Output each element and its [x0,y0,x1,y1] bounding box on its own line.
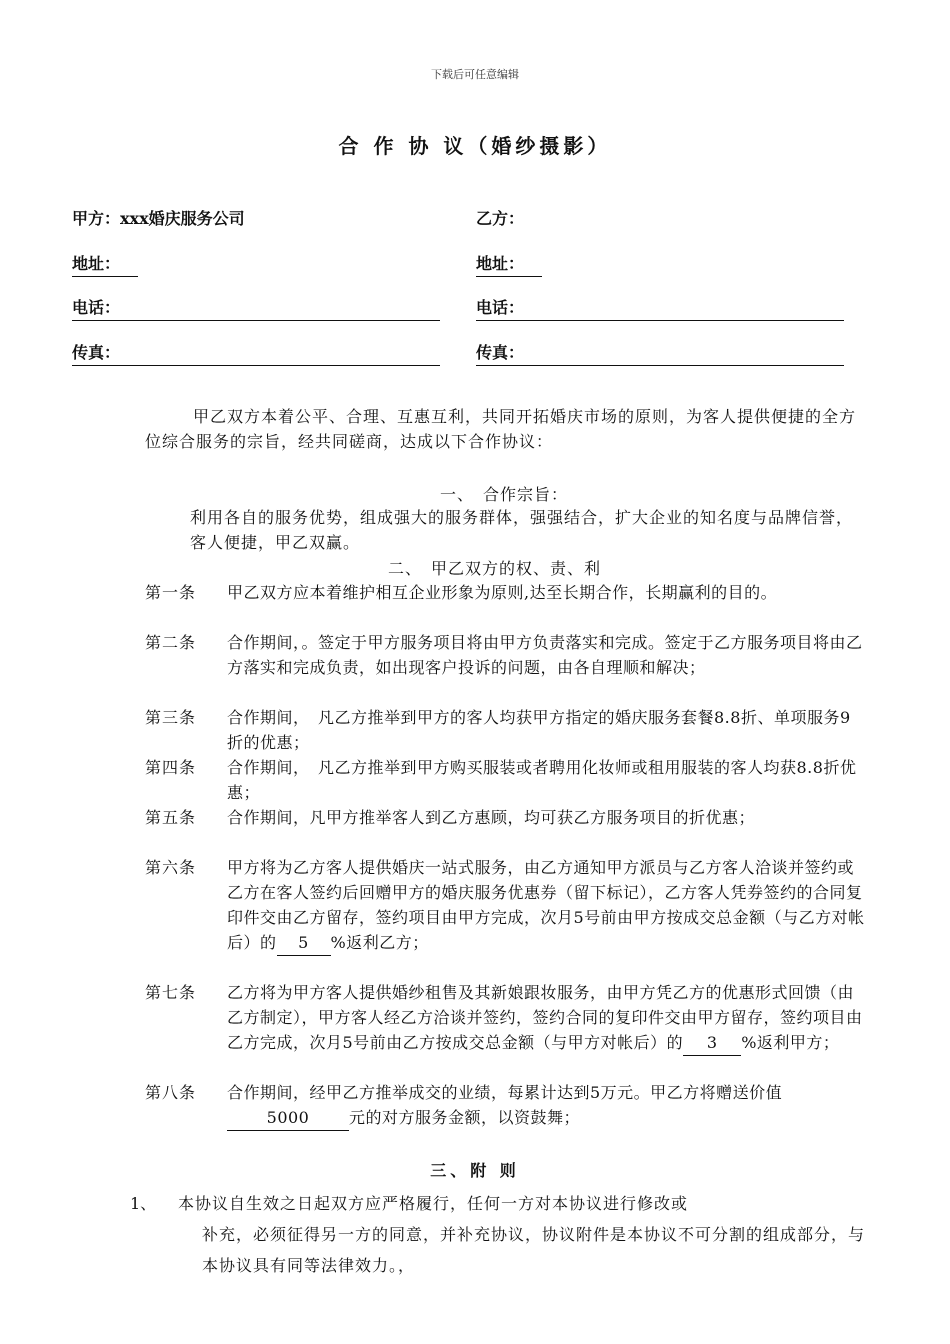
clause-text-first: 本协议自生效之日起双方应严格履行，任何一方对本协议进行修改或 [178,1194,689,1213]
article-text-pre: 甲方将为乙方客人提供婚庆一站式服务，由乙方通知甲方派员与乙方客人洽谈并签约或乙方在客人签约后回赠甲方的婚庆服务优惠券（留下标记），乙方客人凭券签约的合同复印件交由乙方留存，签约项目由甲方完成，次月5号前由甲方按成交总金额（与乙方对帐后）的 [227,858,865,952]
header-note: 下载后可任意编辑 [431,68,519,81]
article-text-pre: 乙方将为甲方客人提供婚纱租售及其新娘跟妆服务，由甲方凭乙方的优惠形式回馈（由乙方制定），甲方客人经乙方洽谈并签约，签约合同的复印件交由甲方留存，签约项目由乙方完成，次月5号前由乙方按成交总金额（与甲方对帐后）的 [227,983,863,1052]
gift-value-blank: 5000 [227,1105,349,1131]
article-number: 第二条 [145,633,197,652]
party-a-address-field [72,253,120,275]
article-text: 合作期间， 凡乙方推举到甲方购买服装或者聘用化妆师或租用服装的客人均获8.8折优惠； [227,758,857,802]
article-number: 第一条 [145,583,197,602]
article-text [227,855,865,956]
article-text: 合作期间，凡甲方推举客人到乙方惠顾，均可获乙方服务项目的折优惠； [227,808,756,827]
article-5 [145,805,865,830]
article-text: 合作期间， 凡乙方推举到甲方的客人均获甲方指定的婚庆服务套餐8.8折、单项服务9折的优惠； [227,708,851,752]
article-4 [145,755,865,805]
party-b-fax-field [476,342,524,364]
party-b-fax-label: 传真： [476,343,525,362]
party-b-address-label: 地址： [476,254,525,273]
party-b-address-field [476,253,524,275]
party-a-phone-line [72,320,440,321]
article-text-post: %返利甲方； [741,1033,840,1052]
intro-paragraph: 甲乙双方本着公平、合理、互惠互利，共同开拓婚庆市场的原则，为客人提供便捷的全方位综合服务的宗旨，经共同磋商，达成以下合作协议： [145,407,857,451]
article-text [227,980,865,1056]
rebate-percent-blank: 3 [683,1030,741,1056]
party-b-phone-label: 电话： [476,298,525,317]
article-text: 甲乙双方应本着维护相互企业形象为原则,达至长期合作，长期赢利的目的。 [227,583,778,602]
article-text [227,1080,865,1131]
article-6 [145,855,865,956]
party-b-label: 乙方： [476,209,525,228]
clause-text [178,1188,870,1281]
party-a-fax-line [72,365,440,366]
section-1-text: 利用各自的服务优势，组成强大的服务群体，强强结合，扩大企业的知名度与品牌信誉，客人便捷，甲乙双赢。 [190,508,854,552]
party-b-phone-line [476,320,844,321]
clause-number: 1、 [130,1194,157,1213]
article-text-post: 元的对方服务金额，以资鼓舞； [349,1108,581,1127]
party-a-phone-label: 电话： [72,298,121,317]
appendix-clause-1 [130,1188,870,1281]
party-b-phone-field [476,297,524,319]
party-a-fax-field [72,342,120,364]
section-3-heading: 三、附 则 [430,1161,520,1180]
section-1-heading: 一、 合作宗旨： [440,485,569,504]
article-number: 第三条 [145,708,197,727]
article-3 [145,705,865,755]
party-a-phone-field [72,297,120,319]
article-8 [145,1080,865,1131]
rebate-percent-blank: 5 [277,930,331,956]
party-a-address-line [72,276,138,277]
party-b-fax-line [476,365,844,366]
article-7 [145,980,865,1056]
document-title: 合 作 协 议（婚纱摄影） [338,134,612,158]
article-2 [145,630,865,680]
article-number: 第六条 [145,858,197,877]
party-a-name: xxx婚庆服务公司 [120,209,245,228]
article-text: 合作期间，。签定于甲方服务项目将由甲方负责落实和完成。签定于乙方服务项目将由乙方落实和完成负责，如出现客户投诉的问题，由各自理顺和解决； [227,633,863,677]
party-a-label: 甲方： [72,209,121,228]
article-number: 第四条 [145,758,197,777]
party-b-address-line [476,276,542,277]
article-text-pre: 合作期间，经甲乙方推举成交的业绩，每累计达到5万元。甲乙方将赠送价值 [227,1083,783,1102]
clause-text-rest: 补充，必须征得另一方的同意，并补充协议，协议附件是本协议不可分割的组成部分，与本协议具有同等法律效力。， [202,1225,866,1275]
article-text-post: %返利乙方； [330,933,429,952]
article-1 [145,580,865,605]
party-a-fax-label: 传真： [72,343,121,362]
article-number: 第五条 [145,808,197,827]
party-a-address-label: 地址： [72,254,121,273]
section-2-heading: 二、 甲乙双方的权、责、利 [388,559,602,578]
party-a-name-field [72,208,245,230]
party-b-name-field [476,208,524,230]
article-number: 第七条 [145,983,197,1002]
article-number: 第八条 [145,1083,197,1102]
